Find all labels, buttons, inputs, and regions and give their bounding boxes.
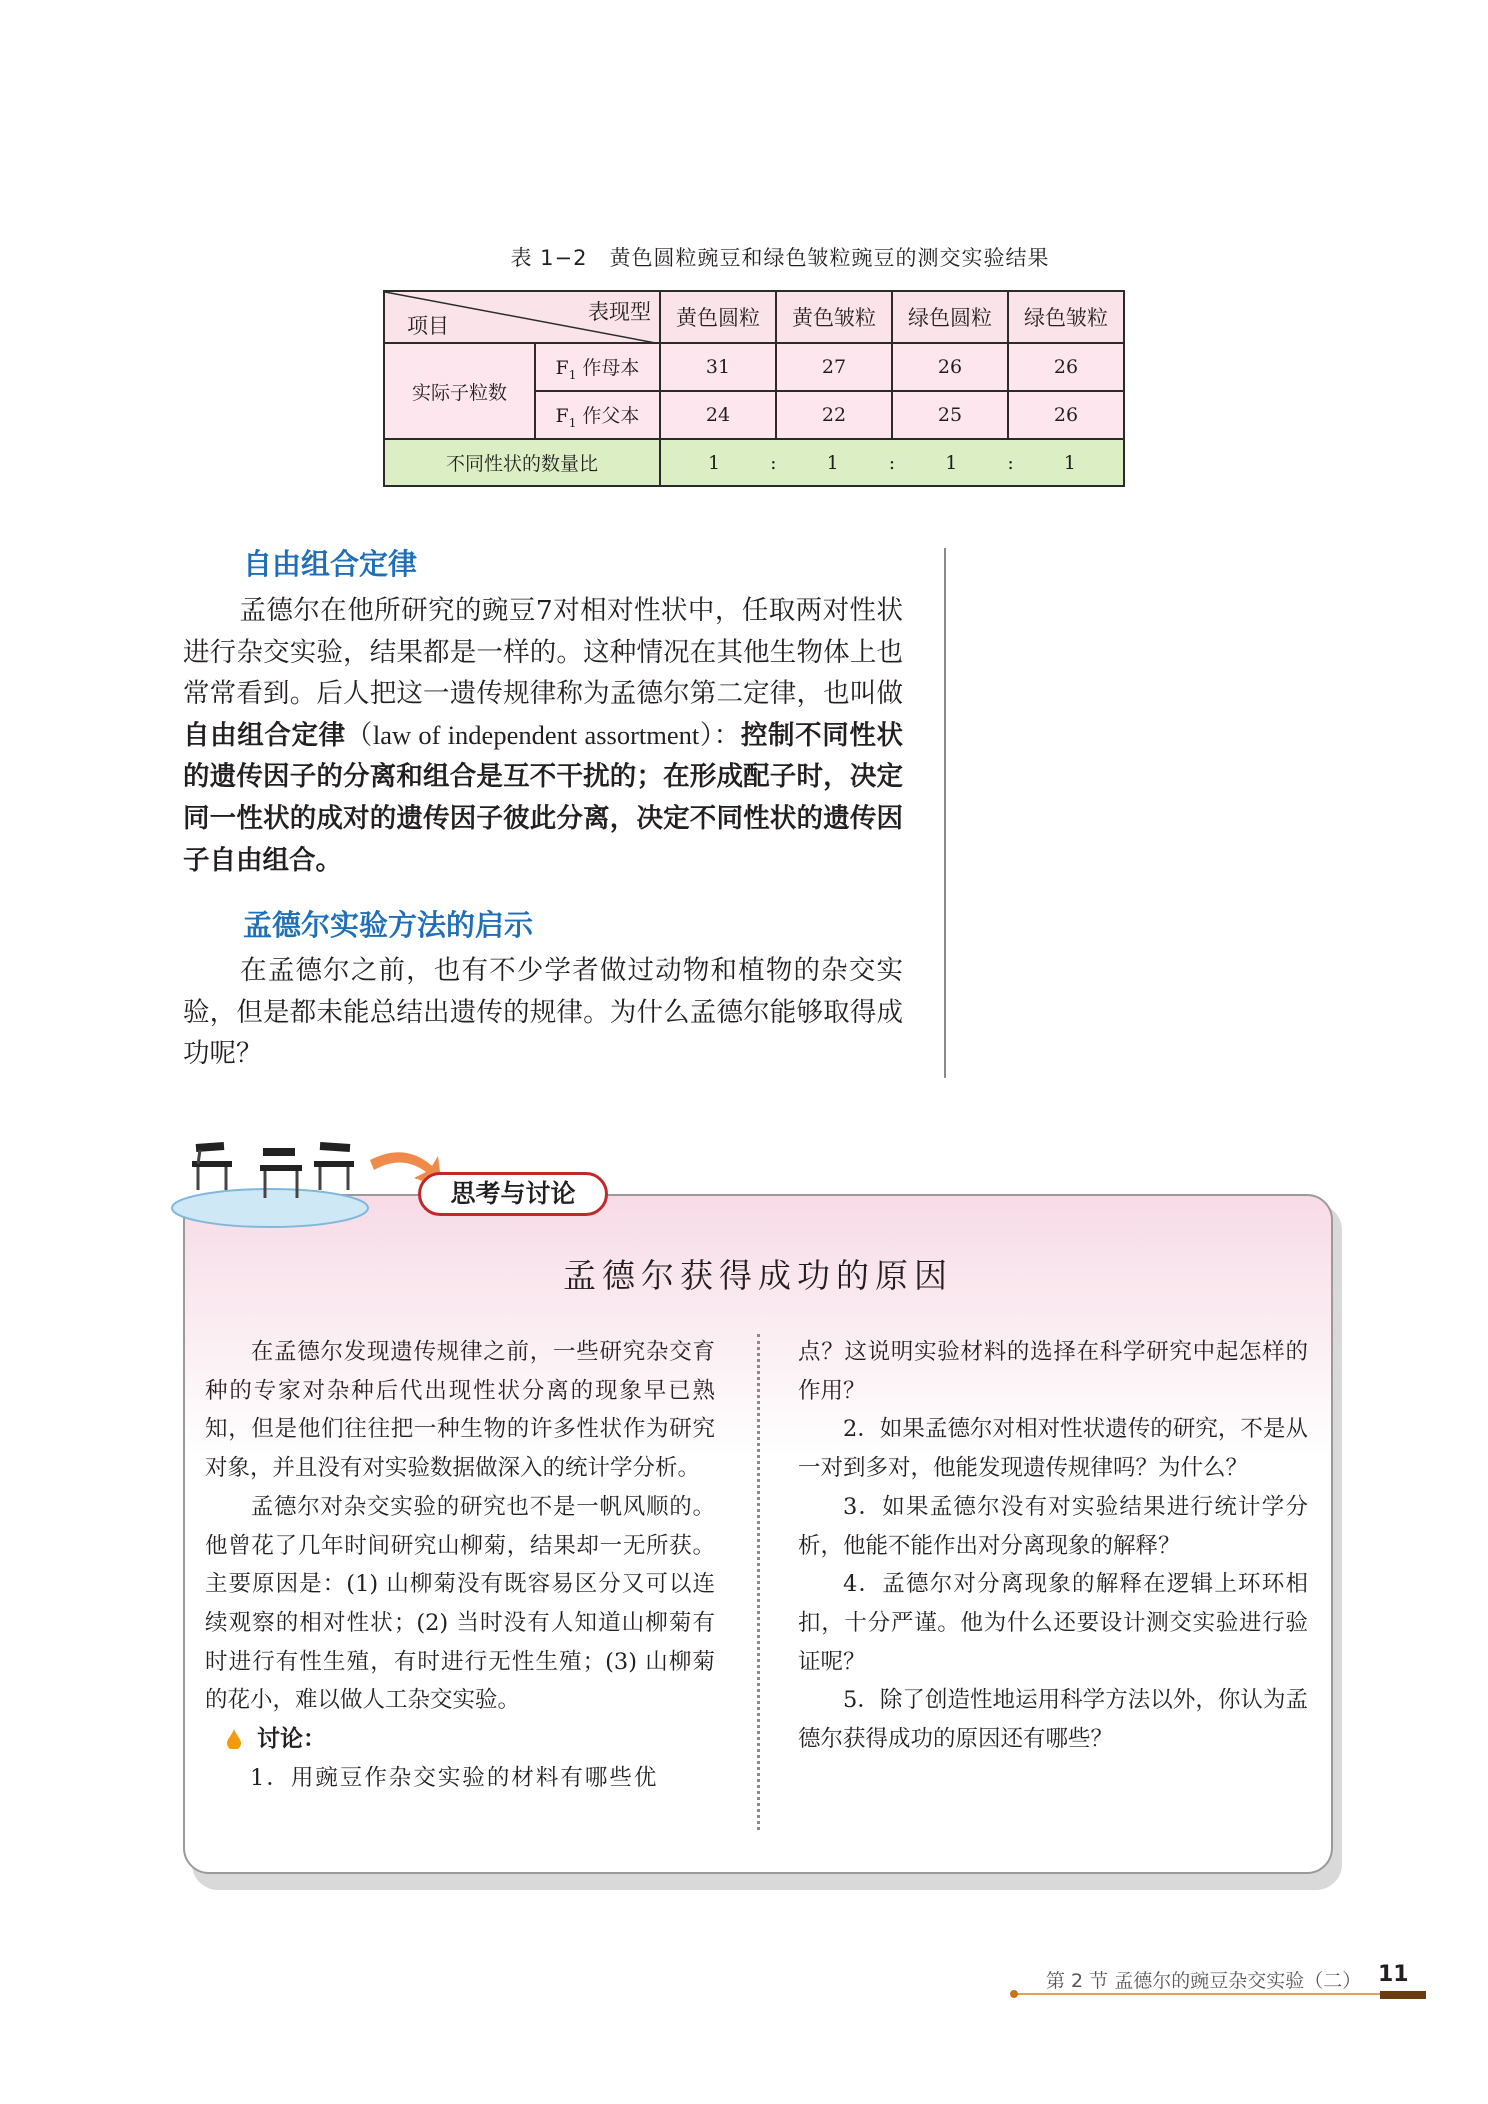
ratio-separator: : xyxy=(770,451,777,474)
column-header: 黄色皱粒 xyxy=(776,291,892,343)
section-heading-enlightenment: 孟德尔实验方法的启示 xyxy=(243,908,534,942)
ratio-label: 不同性状的数量比 xyxy=(384,439,660,486)
table-caption xyxy=(380,242,1180,272)
corner-label-phenotype: 表现型 xyxy=(588,300,651,324)
law-definition: 控制不同性状的遗传因子的分离和组合是互不干扰的；在形成配子时，决定同一性状的成对的遗传因子彼此分离，决定不同性状的遗传因子自由组合。 xyxy=(183,719,904,876)
row-label: $F_1$ 作父本 xyxy=(535,391,660,439)
footer-chapter: 第 2 节 孟德尔的豌豆杂交实验（二） xyxy=(1046,1970,1362,1992)
corner-label-item: 项目 xyxy=(407,314,449,338)
discussion-tag: 思考与讨论 xyxy=(418,1172,608,1216)
key-term: 自由组合定律 xyxy=(183,719,346,751)
question-1: 1．用豌豆作杂交实验的材料有哪些优 xyxy=(250,1764,659,1791)
table-header-row xyxy=(384,291,1124,343)
table-cell: 27 xyxy=(776,343,892,391)
section-paragraph: 孟德尔在他所研究的豌豆7对相对性状中，任取两对性状进行杂交实验，结果都是一样的。这种情况在其他生物体上也常常看到。后人把这一遗传规律称为孟德尔第二定律，也叫做自由组合定律（law of independent assortment）：控制不同性状的遗传因子的分离和组合是互不干扰的；在形成配子时，决定同一性状的成对的遗传因子彼此分离，决定不同性状的遗传因子自由组合。 xyxy=(183,595,904,876)
question-5: 5．除了创造性地运用科学方法以外，你认为孟德尔获得成功的原因还有哪些？ xyxy=(798,1687,1308,1753)
discussion-right-column xyxy=(798,1333,1308,1759)
table-corner-cell xyxy=(384,291,660,343)
column-divider xyxy=(757,1334,760,1830)
ratio-separator: : xyxy=(1007,451,1014,474)
question-1-continued: 点？这说明实验材料的选择在科学研究中起怎样的作用？ xyxy=(798,1339,1308,1404)
footer-rule xyxy=(1012,1993,1426,1995)
column-header: 黄色圆粒 xyxy=(660,291,776,343)
table-row xyxy=(384,343,1124,391)
table-cell: 25 xyxy=(892,391,1008,439)
chairs-illustration-icon xyxy=(170,1120,460,1230)
discussion-label: 讨论： xyxy=(227,1720,715,1759)
section-heading-independent-assortment: 自由组合定律 xyxy=(243,547,418,581)
ratio-value: 1 xyxy=(945,451,958,474)
ratio-separator: : xyxy=(888,451,896,474)
table-cell: 26 xyxy=(892,343,1008,391)
footer-bar xyxy=(1380,1991,1426,1999)
footer-dot-icon xyxy=(1010,1990,1018,1998)
table-cell: 31 xyxy=(660,343,776,391)
table-cell: 24 xyxy=(660,391,776,439)
question-4: 4．孟德尔对分离现象的解释在逻辑上环环相扣，十分严谨。他为什么还要设计测交实验进行验证呢？ xyxy=(798,1571,1308,1675)
ratio-values xyxy=(660,439,1124,486)
row-group-label: 实际子粒数 xyxy=(384,343,535,439)
ratio-value: 1 xyxy=(708,451,721,474)
discussion-title: 孟德尔获得成功的原因 xyxy=(563,1256,953,1295)
question-3: 3．如果孟德尔没有对实验结果进行统计学分析，他能不能作出对分离现象的解释？ xyxy=(798,1493,1308,1559)
question-2: 2．如果孟德尔对相对性状遗传的研究，不是从一对到多对，他能发现遗传规律吗？为什么？ xyxy=(798,1416,1308,1482)
table-cell: 26 xyxy=(1008,343,1124,391)
testcross-results-table xyxy=(383,290,1125,487)
table-cell: 22 xyxy=(776,391,892,439)
column-header: 绿色圆粒 xyxy=(892,291,1008,343)
ratio-row xyxy=(384,439,1124,486)
row-label: $F_1$ 作母本 xyxy=(535,343,660,391)
table-cell: 26 xyxy=(1008,391,1124,439)
key-term-english: （law of independent assortment）： xyxy=(345,719,741,750)
discussion-paragraph: 在孟德尔发现遗传规律之前，一些研究杂交育种的专家对杂种后代出现性状分离的现象早已熟知，但是他们往往把一种生物的许多性状作为研究对象，并且没有对实验数据做深入的统计学分析。 xyxy=(205,1339,715,1482)
table-title: 黄色圆粒豌豆和绿色皱粒豌豆的测交实验结果 xyxy=(609,246,1050,270)
table-number: 表 1−2 xyxy=(510,246,588,270)
ratio-value: 1 xyxy=(1063,451,1076,474)
ratio-value: 1 xyxy=(826,451,839,474)
drop-bullet-icon xyxy=(227,1729,241,1749)
page-number: 11 xyxy=(1378,1962,1409,1987)
section-paragraph: 在孟德尔之前，也有不少学者做过动物和植物的杂交实验，但是都未能总结出遗传的规律。为什么孟德尔能够取得成功呢？ xyxy=(183,955,903,1070)
discussion-left-column xyxy=(205,1333,715,1797)
discussion-paragraph: 孟德尔对杂交实验的研究也不是一帆风顺的。他曾花了几年时间研究山柳菊，结果却一无所获。主要原因是：(1) 山柳菊没有既容易区分又可以连续观察的相对性状；(2) 当时没有人知道山柳菊有时进行有性生殖，有时进行无性生殖；(3) 山柳菊的花小，难以做人工杂交实验。 xyxy=(205,1493,715,1714)
column-header: 绿色皱粒 xyxy=(1008,291,1124,343)
margin-divider xyxy=(944,548,946,1078)
